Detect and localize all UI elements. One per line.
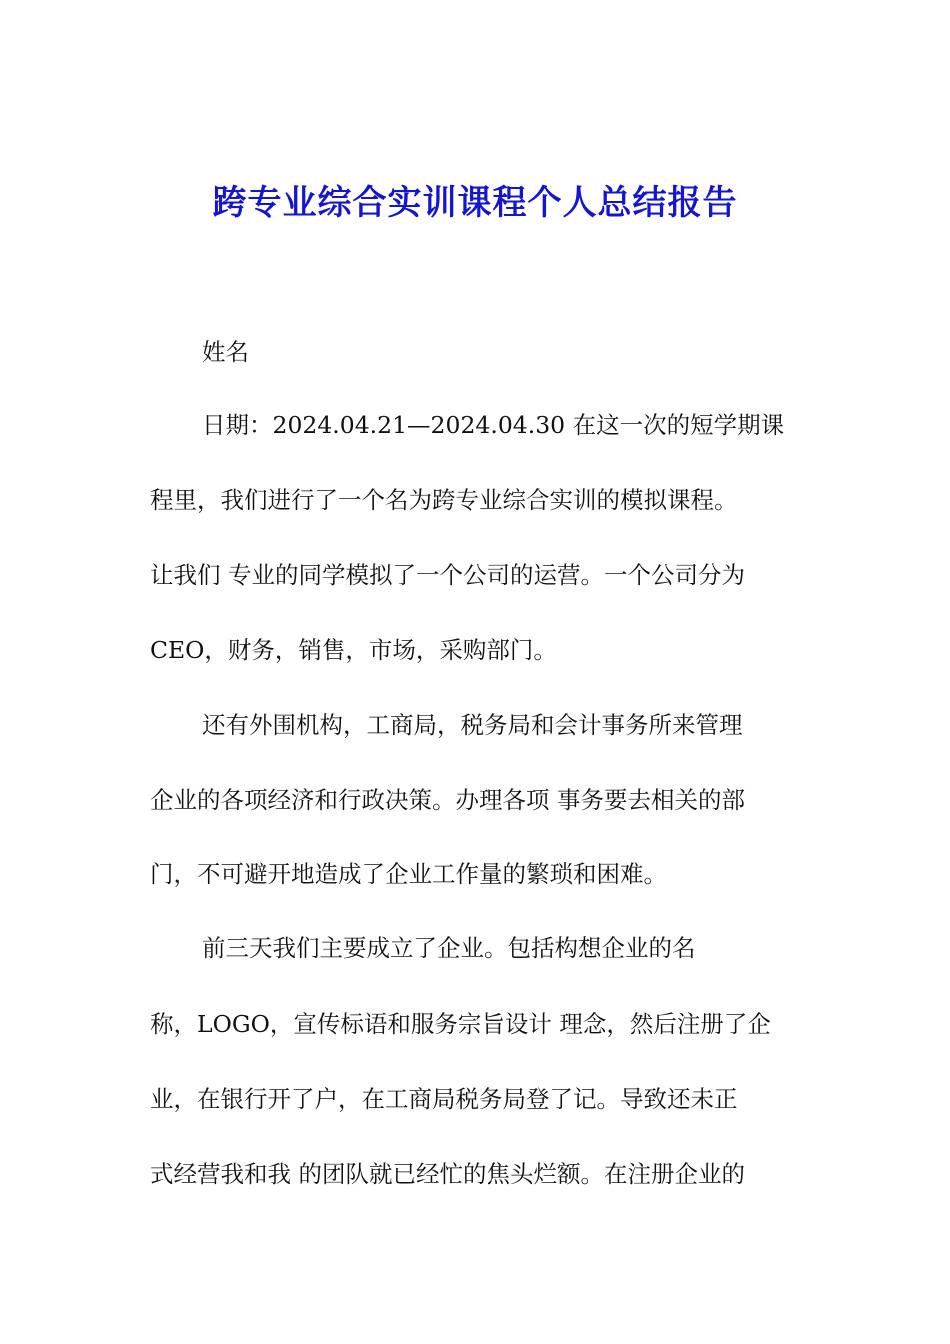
paragraph-line: 让我们 专业的同学模拟了一个公司的运营。一个公司分为 — [150, 561, 745, 589]
paragraph-line: 程里，我们进行了一个名为跨专业综合实训的模拟课程。 — [150, 486, 738, 514]
paragraph-line: 前三天我们主要成立了企业。包括构想企业的名 — [202, 934, 696, 962]
paragraph-line: 业，在银行开了户，在工商局税务局登了记。导致还未正 — [150, 1085, 738, 1113]
paragraph-line-name: 姓名 — [202, 338, 249, 366]
paragraph-line: 还有外围机构，工商局，税务局和会计事务所来管理 — [202, 711, 743, 739]
paragraph-line: 企业的各项经济和行政决策。办理各项 事务要去相关的部 — [150, 786, 745, 814]
document-title: 跨专业综合实训课程个人总结报告 — [212, 183, 738, 223]
paragraph-line: 门，不可避开地造成了企业工作量的繁琐和困难。 — [150, 860, 667, 888]
paragraph-line: 称，LOGO，宣传标语和服务宗旨设计 理念，然后注册了企 — [150, 1010, 771, 1038]
paragraph-line: CEO，财务，销售，市场，采购部门。 — [150, 636, 557, 664]
paragraph-line: 式经营我和我 的团队就已经忙的焦头烂额。在注册企业的 — [150, 1160, 745, 1188]
paragraph-line: 日期：2024.04.21—2024.04.30 在这一次的短学期课 — [202, 411, 785, 439]
